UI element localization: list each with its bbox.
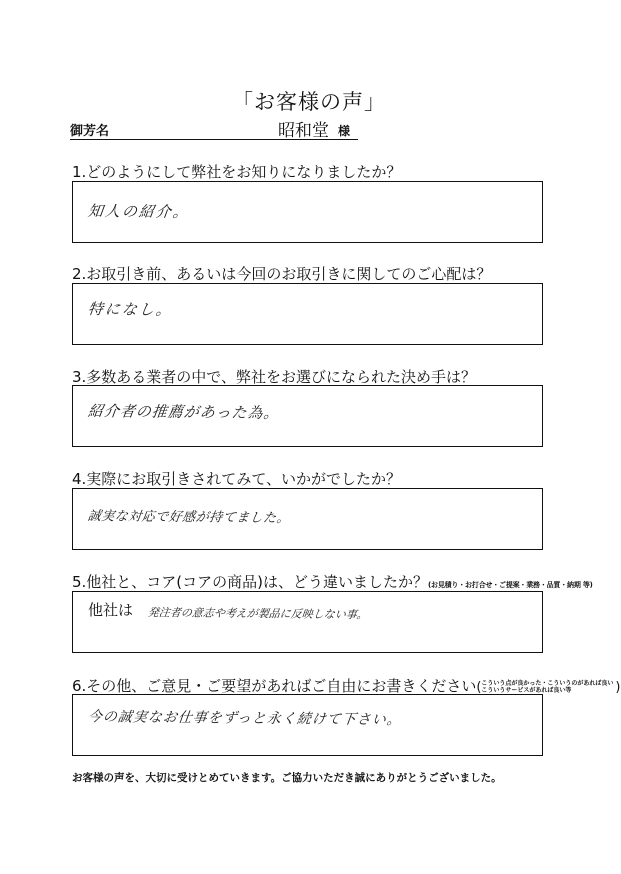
question-6-note-open: ( <box>476 680 482 695</box>
answer-3: 紹介者の推薦があった為。 <box>86 402 281 423</box>
customer-name-suffix: 様 <box>338 124 351 138</box>
customer-name-underline <box>70 139 358 140</box>
question-4: 4.実際にお取引きされてみて、いかがでしたか？ <box>72 470 402 488</box>
answer-1: 知人の紹介。 <box>86 202 191 222</box>
answer-box-5 <box>72 591 543 653</box>
question-5-note: (お見積り・お打合せ・ご提案・業務・品質・納期 等) <box>428 581 593 589</box>
customer-name-label: 御芳名 <box>70 124 110 139</box>
question-6-note-line-2: こういうサービスがあれば良い等 <box>481 686 572 694</box>
question-6-text: 6.その他、ご意見・ご要望があればご自由にお書きください <box>72 677 477 695</box>
question-1: 1.どのようにして弊社をお知りになりましたか？ <box>72 163 402 181</box>
customer-name-value: 昭和堂 <box>278 121 329 141</box>
answer-5: 発注者の意志や考えが製品に反映しない事。 <box>147 606 369 622</box>
question-5 <box>72 571 593 592</box>
answer-5-prefix: 他社は <box>88 601 134 619</box>
answer-6: 今の誠実なお仕事をずっと永く続けて下さい。 <box>86 709 403 729</box>
question-3: 3.多数ある業者の中で、弊社をお選びになられた決め手は？ <box>72 368 477 386</box>
question-6-note <box>481 680 613 694</box>
answer-2: 特になし。 <box>86 300 174 319</box>
footer-thanks: お客様の声を、大切に受けとめていきます。ご協力いただき誠にありがとうございました。 <box>72 772 502 784</box>
question-2: 2.お取引き前、あるいは今回のお取引きに関してのご心配は？ <box>72 265 492 283</box>
question-6 <box>72 675 621 696</box>
page-title: 「お客様の声」 <box>232 90 386 114</box>
question-6-note-line-1: こういう点が良かった・こういうのがあれば良い <box>481 679 614 687</box>
answer-4: 誠実な対応で好感が持てました。 <box>86 509 291 527</box>
question-6-note-close: ) <box>615 680 621 695</box>
question-5-text: 5.他社と、コア(コアの商品)は、どう違いましたか？ <box>72 573 429 591</box>
